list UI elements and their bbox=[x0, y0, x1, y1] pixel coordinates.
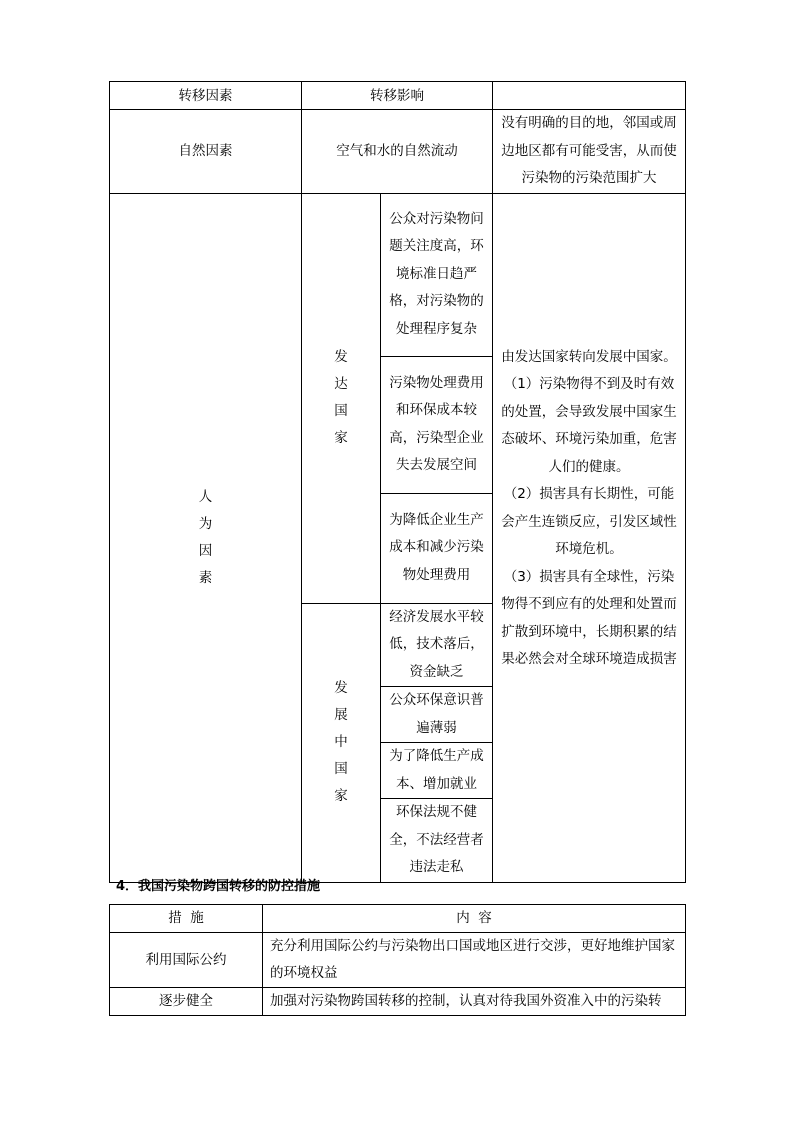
measure-cell: 逐步健全 bbox=[110, 988, 263, 1016]
human-effect-cell: 由发达国家转向发展中国家。 （1）污染物得不到及时有效的处置，会导致发展中国家生态破坏、环境污染加重，危害人们的健康。 （2）损害具有长期性，可能会产生连锁反应，引发区域性环境危机。 （3）损害具有全球性，污染物得不到应有的处理和处置而扩散到环境中，长期积累的结果必然会对全球环境造成损害 bbox=[493, 193, 686, 882]
natural-effect-cell: 没有明确的目的地，邻国或周边地区都有可能受害，从而使污染物的污染范围扩大 bbox=[493, 110, 686, 194]
developing-reason-cell: 为了降低生产成本、增加就业 bbox=[381, 743, 493, 799]
natural-cause-cell: 空气和水的自然流动 bbox=[302, 110, 493, 194]
measure-cell: 利用国际公约 bbox=[110, 933, 263, 988]
natural-factor-cell: 自然因素 bbox=[110, 110, 302, 194]
developing-reason-cell: 环保法规不健全，不法经营者违法走私 bbox=[381, 799, 493, 883]
header-cell-impact: 转移影响 bbox=[302, 82, 493, 110]
developed-reason-cell: 公众对污染物问题关注度高，环境标准日趋严格，对污染物的处理程序复杂 bbox=[381, 193, 493, 356]
header-cell-measure: 措 施 bbox=[110, 905, 263, 933]
pollutant-transfer-table bbox=[109, 81, 686, 883]
header-cell-factor: 转移因素 bbox=[110, 82, 302, 110]
section-heading: 4．我国污染物跨国转移的防控措施 bbox=[116, 879, 321, 894]
developed-country-label: 发 达 国 家 bbox=[302, 193, 381, 603]
table-row-human-developed-1 bbox=[110, 193, 686, 356]
header-cell-content: 内 容 bbox=[263, 905, 686, 933]
table-header-row bbox=[110, 905, 686, 933]
human-factor-cell: 人 为 因 素 bbox=[110, 193, 302, 882]
prevention-measures-table bbox=[109, 904, 686, 1016]
developing-country-label: 发 展 中 国 家 bbox=[302, 603, 381, 882]
content-cell: 加强对污染物跨国转移的控制，认真对待我国外资准入中的污染转 bbox=[263, 988, 686, 1016]
table-row bbox=[110, 988, 686, 1016]
developed-reason-cell: 为降低企业生产成本和减少污染物处理费用 bbox=[381, 493, 493, 603]
table-header-row bbox=[110, 82, 686, 110]
table-row bbox=[110, 933, 686, 988]
developing-reason-cell: 公众环保意识普遍薄弱 bbox=[381, 687, 493, 743]
developed-reason-cell: 污染物处理费用和环保成本较高，污染型企业失去发展空间 bbox=[381, 356, 493, 493]
content-cell: 充分利用国际公约与污染物出口国或地区进行交涉，更好地维护国家的环境权益 bbox=[263, 933, 686, 988]
developing-reason-cell: 经济发展水平较低，技术落后，资金缺乏 bbox=[381, 603, 493, 687]
table-row-natural bbox=[110, 110, 686, 194]
header-cell-empty bbox=[493, 82, 686, 110]
